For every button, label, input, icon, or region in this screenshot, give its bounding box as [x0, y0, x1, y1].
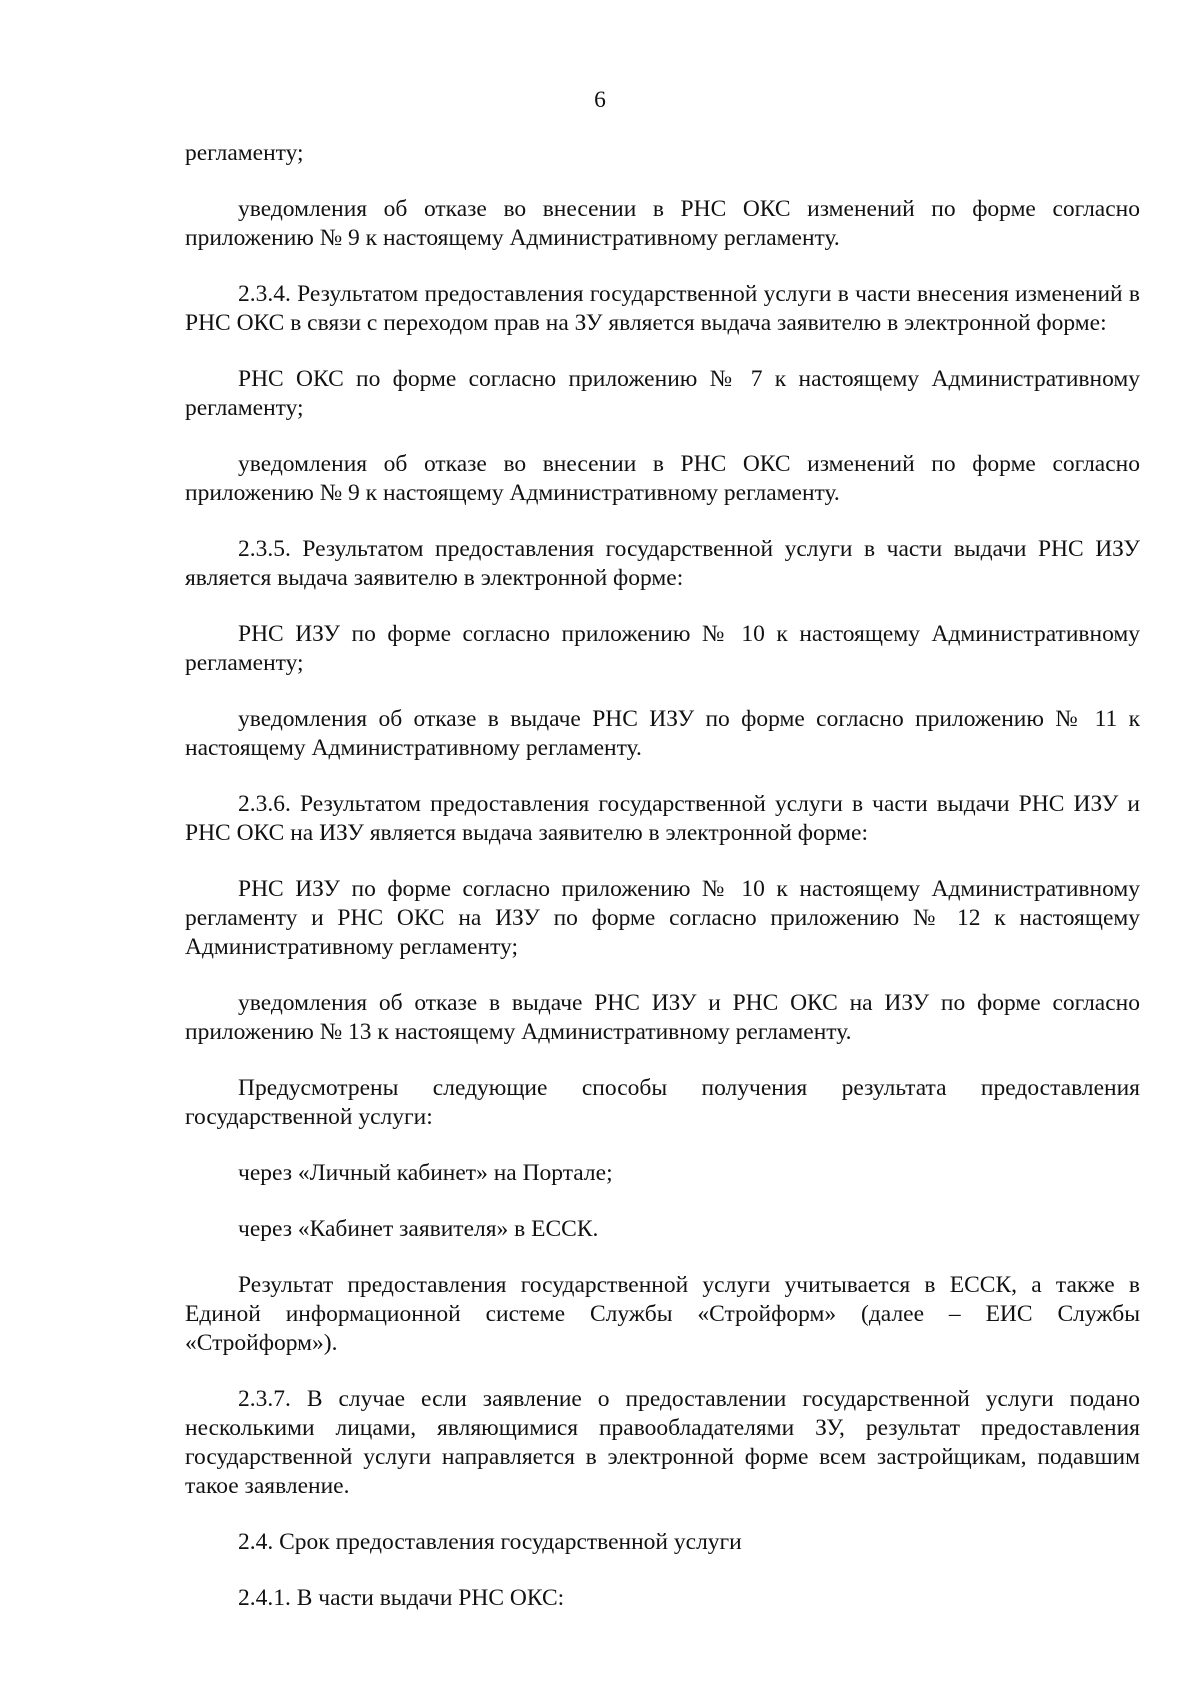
paragraph: уведомления об отказе в выдаче РНС ИЗУ по форме согласно приложению № 11 к настоящему Административному регламенту. — [185, 706, 1140, 761]
paragraph: РНС ИЗУ по форме согласно приложению № 10 к настоящему Административному регламенту и РНС ОКС на ИЗУ по форме согласно приложению № 12 к настоящему Административному регламенту; — [185, 876, 1140, 960]
paragraph: уведомления об отказе во внесении в РНС ОКС изменений по форме согласно приложению № 9 к настоящему Административному регламенту. — [185, 451, 1140, 506]
paragraph: 2.4.1. В части выдачи РНС ОКС: — [238, 1585, 565, 1611]
paragraph: через «Личный кабинет» на Портале; — [238, 1160, 613, 1186]
paragraph: 2.4. Срок предоставления государственной услуги — [238, 1529, 742, 1555]
document-body — [185, 139, 1140, 1640]
paragraph: 2.3.4. Результатом предоставления государственной услуги в части внесения изменений в РНС ОКС в связи с переходом прав на ЗУ является выдача заявителю в электронной форме: — [185, 281, 1140, 336]
paragraph: 2.3.6. Результатом предоставления государственной услуги в части выдачи РНС ИЗУ и РНС ОКС на ИЗУ является выдача заявителю в электронной форме: — [185, 791, 1140, 846]
paragraph: 2.3.5. Результатом предоставления государственной услуги в части выдачи РНС ИЗУ является выдача заявителю в электронной форме: — [185, 536, 1140, 591]
paragraph: уведомления об отказе во внесении в РНС ОКС изменений по форме согласно приложению № 9 к настоящему Административному регламенту. — [185, 196, 1140, 251]
paragraph: через «Кабинет заявителя» в ЕССК. — [238, 1216, 599, 1242]
paragraph: уведомления об отказе в выдаче РНС ИЗУ и РНС ОКС на ИЗУ по форме согласно приложению № 13 к настоящему Административному регламенту. — [185, 990, 1140, 1045]
paragraph: РНС ИЗУ по форме согласно приложению № 10 к настоящему Административному регламенту; — [185, 621, 1140, 676]
page-number: 6 — [594, 87, 606, 113]
paragraph: РНС ОКС по форме согласно приложению № 7 к настоящему Административному регламенту; — [185, 366, 1140, 421]
paragraph: регламенту; — [185, 140, 304, 166]
paragraph: 2.3.7. В случае если заявление о предоставлении государственной услуги подано несколькими лицами, являющимися правообладателями ЗУ, результат предоставления государственной услуги направляется в электронной форме всем застройщикам, подавшим такое заявление. — [185, 1386, 1140, 1499]
paragraph: Результат предоставления государственной услуги учитывается в ЕССК, а также в Единой информационной системе Службы «Стройформ» (далее – ЕИС Службы «Стройформ»). — [185, 1272, 1140, 1356]
paragraph: Предусмотрены следующие способы получения результата предоставления государственной услуги: — [185, 1075, 1140, 1130]
